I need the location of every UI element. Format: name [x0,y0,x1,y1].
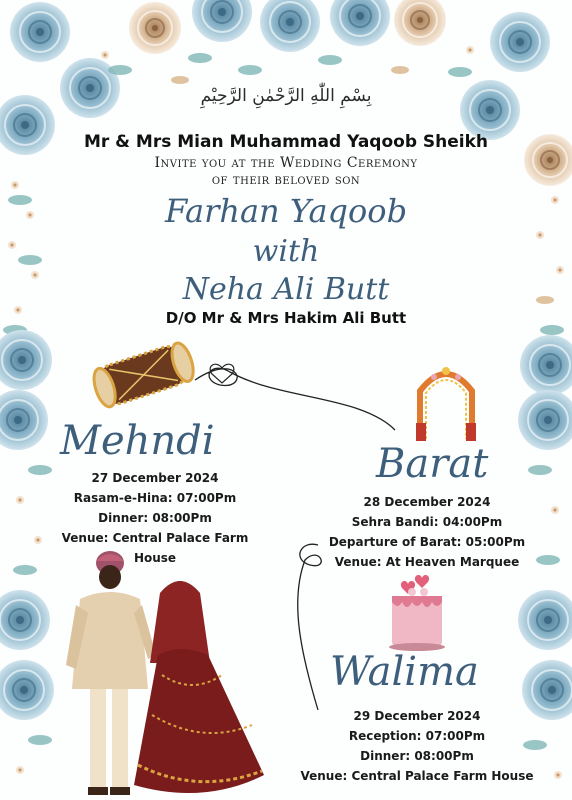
barat-date: 28 December 2024 [363,495,491,509]
barat-venue: Venue: At Heaven Marquee [334,555,520,569]
bride-parents: D/O Mr & Mrs Hakim Ali Butt [165,309,407,327]
walima-line-2: Dinner: 08:00Pm [360,749,474,763]
mehndi-line-2: Dinner: 08:00Pm [98,511,212,525]
cake-icon [388,570,446,652]
walima-venue: Venue: Central Palace Farm House [300,769,534,783]
dholak-icon [88,333,198,413]
walima-date: 29 December 2024 [353,709,481,723]
invite-line-1: Invite you at the Wedding Ceremony [154,155,418,171]
invite-line-2: of their beloved son [211,172,361,188]
heart-icon [210,364,234,383]
bride-name: Neha Ali Butt [182,272,390,307]
groom-name: Farhan Yaqoob [164,192,408,230]
barat-details [322,492,532,572]
bismillah-calligraphy: بِسْمِ اللّٰهِ الرَّحْمٰنِ الرَّحِيْمِ [200,86,372,106]
mehndi-line-1: Rasam-e-Hina: 07:00Pm [73,491,237,505]
mehndi-venue: Venue: Central Palace Farm House [61,531,249,565]
walima-line-1: Reception: 07:00Pm [348,729,486,743]
mehndi-title: Mehndi [60,418,215,464]
with-text: with [252,234,320,269]
barat-line-1: Sehra Bandi: 04:00Pm [351,515,503,529]
bride-figure [134,581,264,793]
walima-title: Walima [330,649,479,695]
arch-icon [414,363,478,441]
walima-details [292,706,542,786]
mehndi-date: 27 December 2024 [91,471,219,485]
barat-title: Barat [376,441,489,487]
host-names: Mr & Mrs Mian Muhammad Yaqoob Sheikh [83,132,489,152]
barat-line-2: Departure of Barat: 05:00Pm [328,535,526,549]
couple-icon [62,545,267,800]
